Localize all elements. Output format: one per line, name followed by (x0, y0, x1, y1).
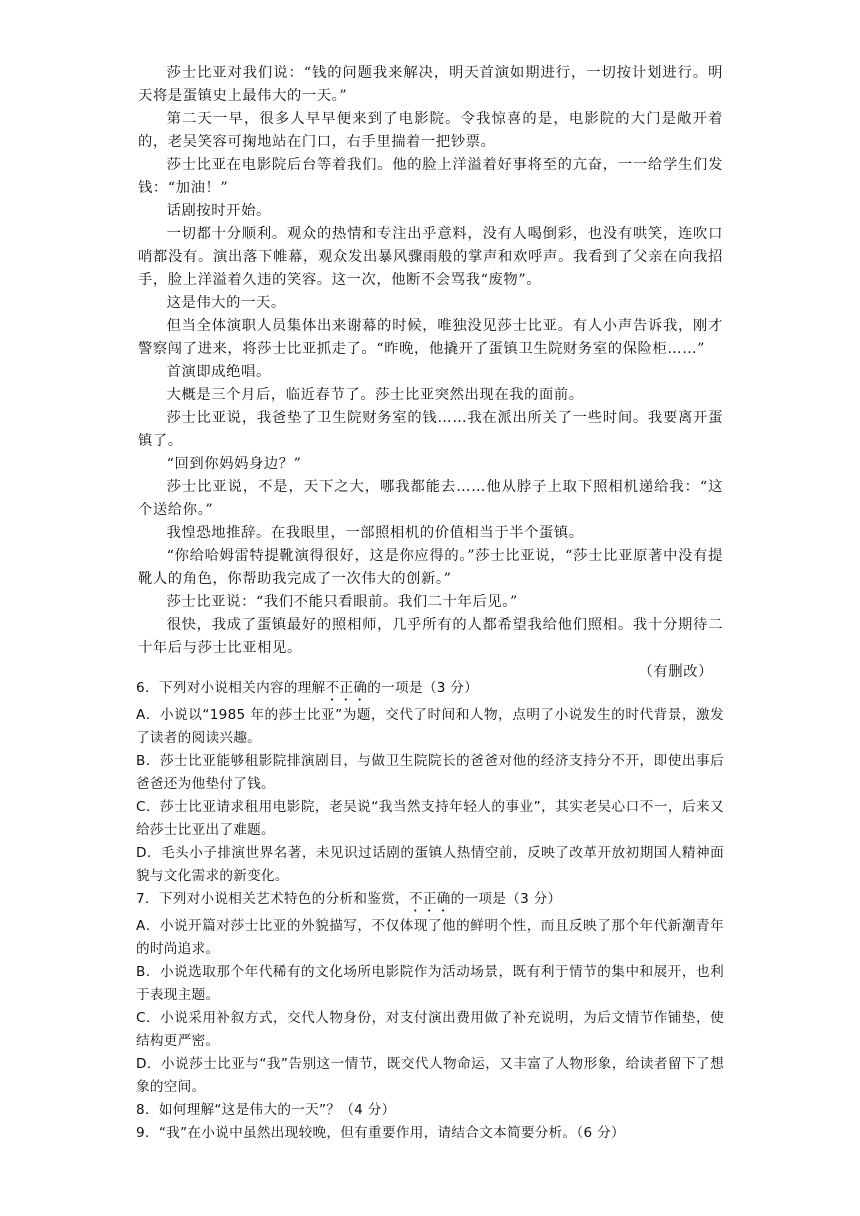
story-paragraph: 这是伟大的一天。 (166, 295, 286, 311)
question-6-option-d: D．毛头小子排演世界名著，未见识过话剧的蛋镇人热情空前，反映了改革开放初期国人精神面貌与文化需求的新变化。 (136, 845, 724, 884)
question-7-option-a: A．小说开篇对莎士比亚的外貌描写，不仅体现了他的鲜明个性，而且反映了那个年代新潮青年的时尚追求。 (136, 918, 724, 957)
story-paragraph: 莎士比亚说，不是，天下之大，哪我都能去……他从脖子上取下照相机递给我：“这个送给你。” (138, 479, 723, 518)
question-6-stem-text: 6．下列对小说相关内容的理解 (136, 680, 326, 696)
question-section (136, 677, 724, 1145)
question-6-option-b: B．莎士比亚能够租影院排演剧目，与做卫生院院长的爸爸对他的经济支持分不开，即使出事后爸爸还为他垫付了钱。 (136, 753, 724, 792)
story-paragraph: 莎士比亚在电影院后台等着我们。他的脸上洋溢着好事将至的亢奋，一一给学生们发钱：“加油！” (138, 157, 723, 196)
question-6-option-a: A．小说以“1985 年的莎士比亚”为题，交代了时间和人物，点明了小说发生的时代背景，激发了读者的阅读兴趣。 (136, 707, 724, 746)
story-paragraph: 很快，我成了蛋镇最好的照相师，几乎所有的人都希望我给他们照相。我十分期待二十年后与莎士比亚相见。 (138, 617, 723, 656)
question-7-stem-text: 7．下列对小说相关艺术特色的分析和鉴赏， (136, 891, 409, 907)
question-7-score: 的一项是（3 分） (450, 891, 562, 907)
question-8: 8．如何理解“这是伟大的一天”？（4 分） (136, 1102, 396, 1118)
story-paragraph: 莎士比亚对我们说：“钱的问题我来解决，明天首演如期进行，一切按计划进行。明天将是蛋镇史上最伟大的一天。” (138, 65, 723, 104)
story-paragraph: 大概是三个月后，临近春节了。莎士比亚突然出现在我的面前。 (166, 387, 584, 403)
story-excerpt (138, 62, 723, 684)
question-6-option-c: C．莎士比亚请求租用电影院，老吴说“我当然支持年轻人的事业”，其实老吴心口不一，后来又给莎士比亚出了难题。 (136, 799, 724, 838)
story-paragraph: “回到你妈妈身边？” (166, 456, 302, 472)
story-paragraph: 莎士比亚说，我爸垫了卫生院财务室的钱……我在派出所关了一些时间。我要离开蛋镇了。 (138, 410, 723, 449)
story-paragraph: 我惶恐地推辞。在我眼里，一部照相机的价值相当于半个蛋镇。 (166, 525, 584, 541)
edit-note: （有删改） (638, 664, 713, 680)
question-7-emphasis: 不正确 (408, 891, 451, 907)
story-paragraph: “你给哈姆雷特提靴演得很好，这是你应得的。”莎士比亚说，“莎士比亚原著中没有提靴人的角色，你帮助我完成了一次伟大的创新。” (138, 548, 723, 587)
question-7-option-b: B．小说选取那个年代稀有的文化场所电影院作为活动场景，既有利于情节的集中和展开，也利于表现主题。 (136, 964, 724, 1003)
story-paragraph: 首演即成绝唱。 (166, 364, 271, 380)
question-6-emphasis: 不正确 (325, 680, 368, 696)
story-paragraph: 一切都十分顺利。观众的热情和专注出乎意料，没有人喝倒彩，也没有哄笑，连吹口哨都没有。演出落下帷幕，观众发出暴风骤雨般的掌声和欢呼声。我看到了父亲在向我招手，脸上洋溢着久违的笑容。这一次，他断不会骂我“废物”。 (138, 226, 723, 288)
question-7-option-d: D．小说莎士比亚与“我”告别这一情节，既交代人物命运，又丰富了人物形象，给读者留下了想象的空间。 (136, 1056, 724, 1095)
story-paragraph: 话剧按时开始。 (166, 203, 271, 219)
question-6-score: 的一项是（3 分） (367, 680, 479, 696)
question-6-stem (136, 677, 724, 704)
question-7-stem (136, 888, 724, 915)
question-9: 9．“我”在小说中虽然出现较晚，但有重要作用，请结合文本简要分析。（6 分） (136, 1125, 625, 1141)
story-paragraph: 第二天一早，很多人早早便来到了电影院。令我惊喜的是，电影院的大门是敞开着的，老吴笑容可掬地站在门口，右手里揣着一把钞票。 (138, 111, 723, 150)
story-paragraph: 但当全体演职人员集体出来谢幕的时候，唯独没见莎士比亚。有人小声告诉我，刚才警察闯了进来，将莎士比亚抓走了。“昨晚，他撬开了蛋镇卫生院财务室的保险柜……” (138, 318, 723, 357)
story-paragraph: 莎士比亚说：“我们不能只看眼前。我们二十年后见。” (166, 594, 518, 610)
question-7-option-c: C．小说采用补叙方式，交代人物身份，对支付演出费用做了补充说明，为后文情节作铺垫，使结构更严密。 (136, 1010, 724, 1049)
